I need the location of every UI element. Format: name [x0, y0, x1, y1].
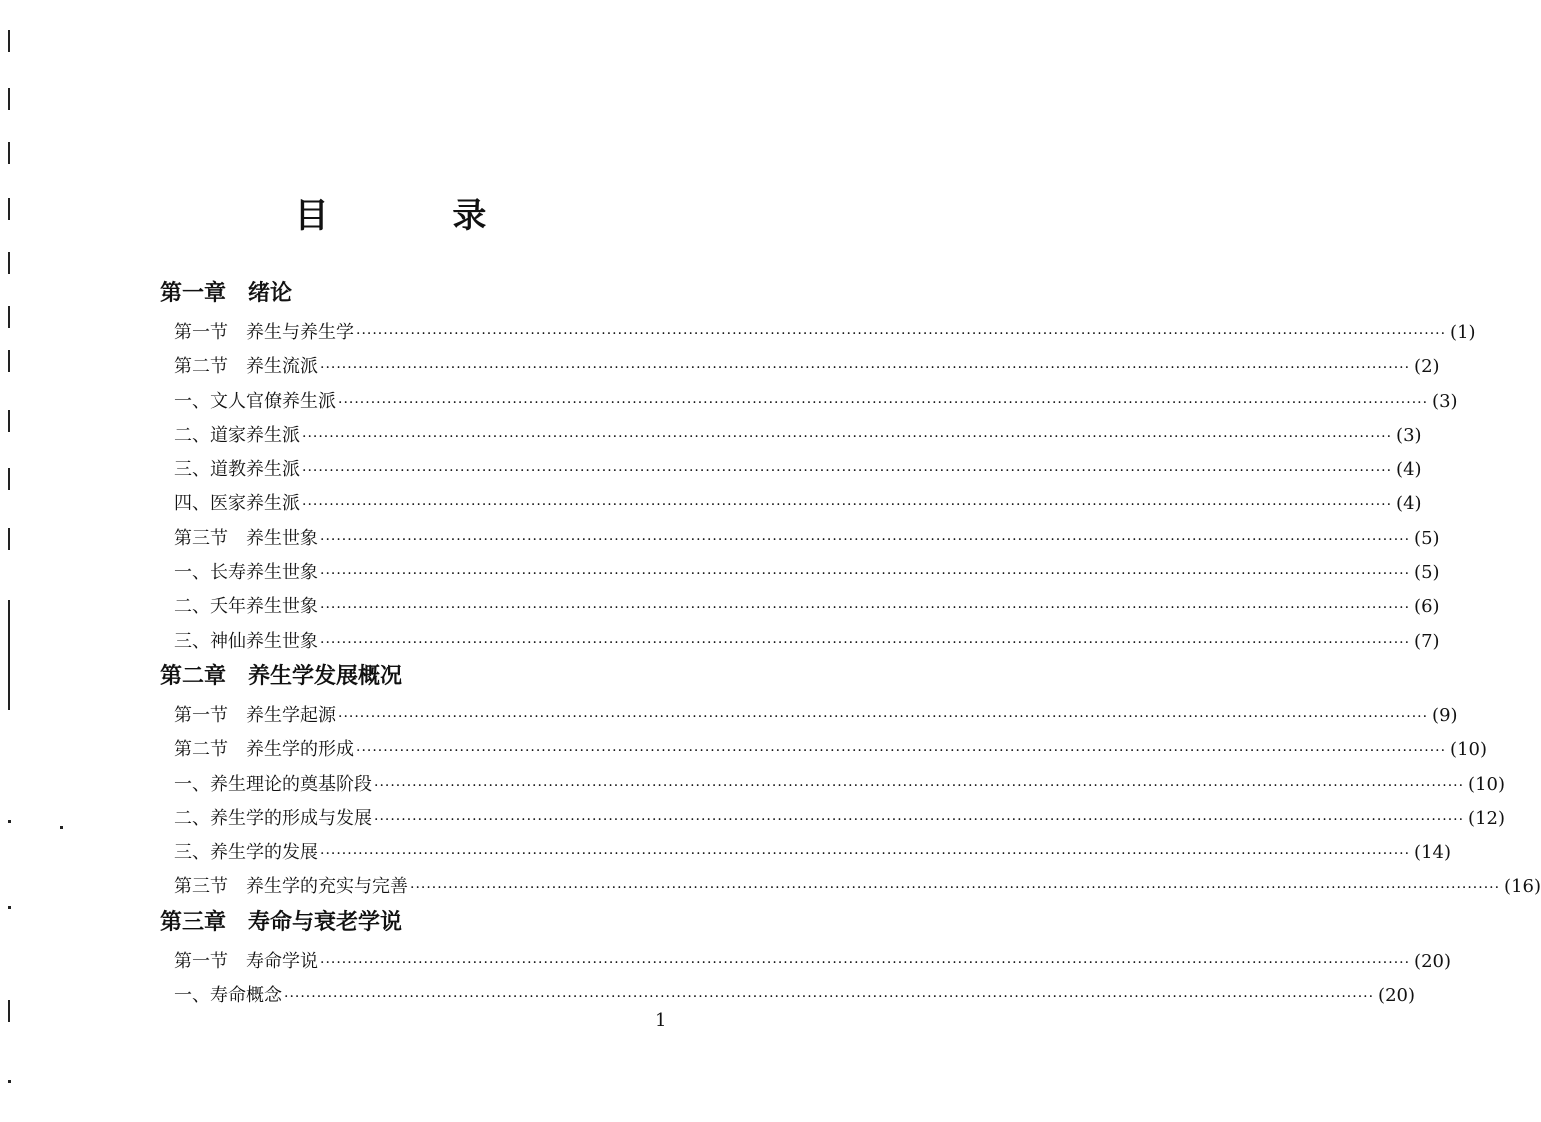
dot-leader: ········································································································································································································ [302, 428, 1393, 445]
dot-leader: ········································································································································································································ [320, 634, 1411, 651]
dot-leader: ········································································································································································································ [356, 743, 1447, 760]
toc-entry-label: 二、夭年养生世象 [174, 596, 318, 618]
toc-entry-page: (9) [1432, 704, 1458, 726]
dot-leader: ········································································································································································································ [338, 708, 1429, 725]
toc-entry-label: 第一节 养生与养生学 [174, 322, 354, 343]
dot-leader: ········································································································································································································ [320, 600, 1411, 617]
toc-entry-label: 一、养生理论的奠基阶段 [174, 773, 372, 795]
chapter-entries [160, 699, 1541, 905]
toc-entry [160, 870, 1541, 904]
toc-entry-page: (20) [1414, 950, 1451, 972]
toc-entry [160, 625, 1440, 659]
toc-entry-label: 第三节 养生学的充实与完善 [174, 876, 408, 898]
chapter-entries [160, 945, 1451, 1014]
toc-entry [160, 556, 1440, 590]
page-number: 1 [655, 1010, 667, 1031]
toc-entry-page: (20) [1378, 985, 1415, 1007]
toc-entry [160, 802, 1505, 836]
dot-leader: ········································································································································································································ [374, 811, 1465, 828]
dot-leader: ········································································································································································································ [302, 463, 1393, 480]
toc-entry-label: 二、养生学的形成与发展 [174, 807, 372, 829]
chapter-heading: 第三章 寿命与衰老学说 [160, 909, 403, 935]
toc-entry-page: (10) [1468, 773, 1505, 795]
toc-entry-label: 三、道教养生派 [174, 459, 300, 481]
toc-entry [160, 350, 1440, 384]
toc-entry-page: (4) [1396, 493, 1422, 515]
toc-entry-label: 第一节 寿命学说 [174, 950, 318, 972]
toc-entry-page: (10) [1450, 739, 1487, 761]
toc-entry [160, 453, 1422, 487]
page-title: 目 录 [294, 196, 543, 236]
toc-entry-label: 一、文人官僚养生派 [174, 390, 336, 412]
dot-leader: ········································································································································································································ [320, 846, 1411, 863]
toc-entry-label: 第一节 养生学起源 [174, 704, 336, 726]
dot-leader: ········································································································································································································ [302, 497, 1393, 514]
toc-entry-page: (5) [1414, 562, 1440, 584]
toc-entry-page: (3) [1396, 424, 1422, 446]
toc-entry-label: 第二节 养生流派 [174, 356, 318, 378]
scan-margin-marks [0, 0, 30, 1122]
toc-entry-page: (3) [1432, 390, 1458, 412]
toc-entry-page: (2) [1414, 356, 1440, 378]
toc-entry-label: 四、医家养生派 [174, 493, 300, 515]
dot-leader: ········································································································································································································ [356, 326, 1447, 342]
toc-entry [160, 419, 1422, 453]
dot-leader: ········································································································································································································ [320, 531, 1411, 548]
toc-entry-label: 三、神仙养生世象 [174, 630, 318, 652]
toc-entry [160, 945, 1451, 979]
toc-entry-page: (6) [1414, 596, 1440, 618]
toc-entry-label: 第三节 养生世象 [174, 527, 318, 549]
toc-entry-page: (5) [1414, 527, 1440, 549]
toc-entry [160, 316, 1476, 350]
toc-entry [160, 385, 1458, 419]
chapter-entries [160, 316, 1476, 659]
dot-leader: ········································································································································································································ [320, 566, 1411, 583]
dot-leader: ········································································································································································································ [410, 880, 1501, 897]
dot-leader: ········································································································································································································ [338, 394, 1429, 411]
toc-entry [160, 733, 1487, 767]
chapter-heading: 第二章 养生学发展概况 [160, 663, 403, 689]
toc-entry-page: (4) [1396, 459, 1422, 481]
toc-entry-page: (16) [1504, 876, 1541, 898]
toc-entry [160, 487, 1422, 521]
table-of-contents [160, 276, 1541, 1013]
toc-entry-page: (1) [1450, 322, 1476, 343]
toc-entry [160, 768, 1505, 802]
toc-entry [160, 699, 1458, 733]
toc-entry [160, 979, 1415, 1013]
toc-entry-page: (12) [1468, 807, 1505, 829]
toc-entry-label: 三、养生学的发展 [174, 842, 318, 864]
toc-entry-label: 一、长寿养生世象 [174, 562, 318, 584]
dot-leader: ········································································································································································································ [320, 360, 1411, 377]
dot-leader: ········································································································································································································ [374, 777, 1465, 794]
toc-entry-label: 第二节 养生学的形成 [174, 739, 354, 761]
toc-entry [160, 836, 1451, 870]
toc-entry [160, 590, 1440, 624]
toc-entry-page: (14) [1414, 842, 1451, 864]
dot-leader: ········································································································································································································ [284, 989, 1375, 1006]
toc-entry-label: 一、寿命概念 [174, 985, 282, 1007]
toc-entry [160, 522, 1440, 556]
toc-entry-label: 二、道家养生派 [174, 424, 300, 446]
chapter-heading: 第一章 绪论 [160, 281, 293, 306]
dot-leader: ········································································································································································································ [320, 954, 1411, 971]
toc-entry-page: (7) [1414, 630, 1440, 652]
